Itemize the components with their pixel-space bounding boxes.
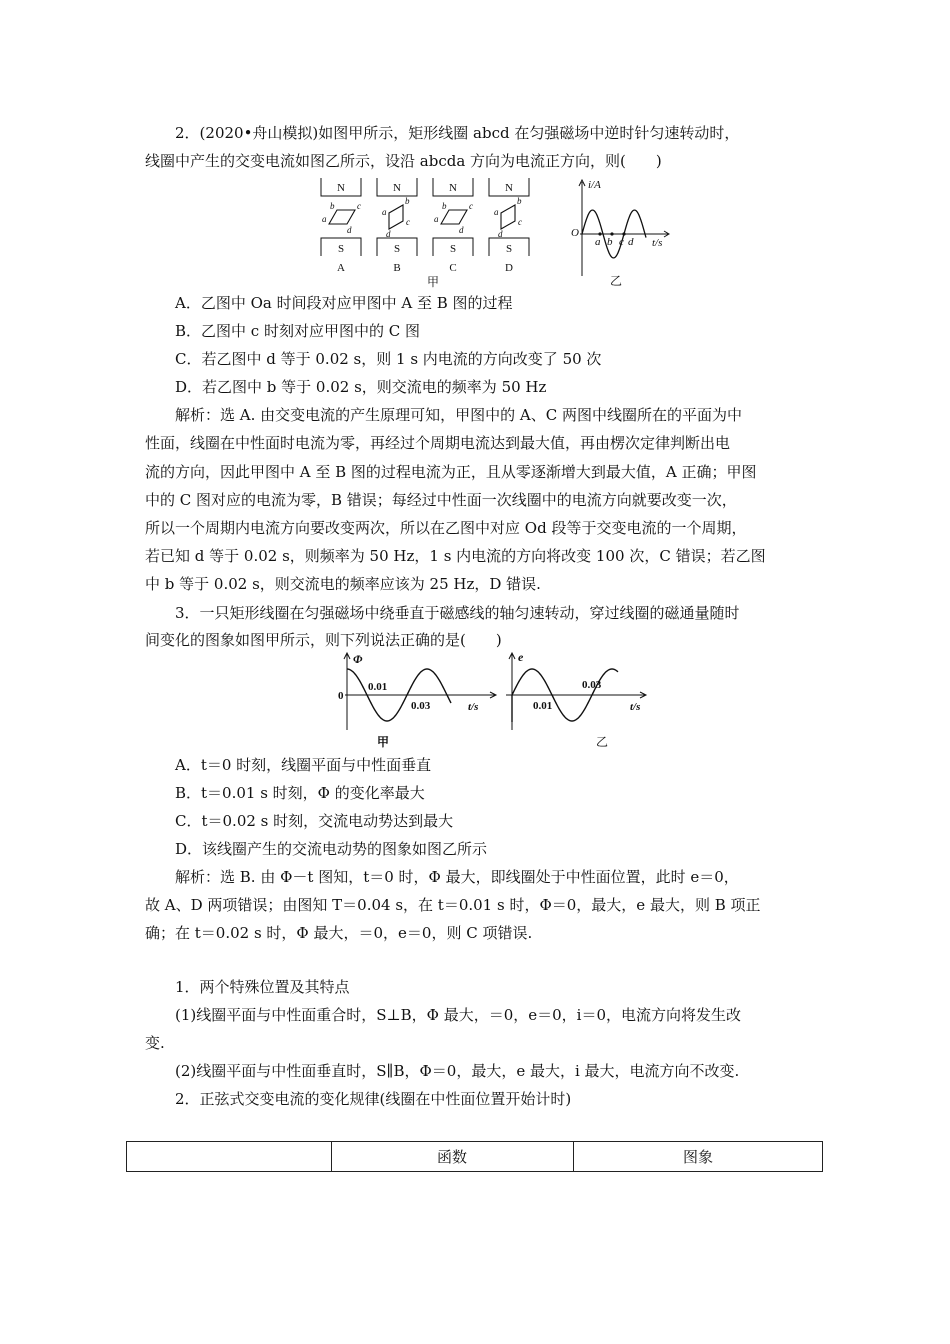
t-axis-label: t/s [630, 701, 641, 713]
corner-label: b [517, 196, 522, 206]
q3-fig-jia-caption: 甲 [377, 735, 390, 749]
q2-fig-jia-caption: 甲 [426, 275, 440, 288]
q3-option-d: D．该线圈产生的交流电动势的图象如图乙所示 [175, 840, 488, 858]
corner-label: b [405, 196, 410, 206]
e-axis-label: e [518, 650, 524, 664]
q2-analysis-line6: 若已知 d 等于 0.02 s，则频率为 50 Hz，1 s 内电流的方向将改变 100 次，C 错误；若乙图 [145, 547, 766, 565]
south-label: S [449, 243, 457, 255]
q2-fig-yi-caption: 乙 [609, 274, 623, 288]
corner-label: a [494, 207, 499, 217]
north-label: N [505, 182, 513, 194]
coil-panel-a [321, 178, 361, 274]
q3-analysis-line3: 确；在 t＝0.02 s 时，Φ 最大，＝0，e＝0，则 C 项错误. [145, 924, 533, 942]
coil-panel-b [377, 178, 417, 274]
corner-label: c [406, 217, 410, 227]
corner-label: a [322, 214, 327, 224]
q2-analysis-line7: 中 b 等于 0.02 s，则交流电的频率应该为 25 Hz，D 错误. [145, 575, 541, 593]
q2-option-c: C．若乙图中 d 等于 0.02 s，则 1 s 内电流的方向改变了 50 次 [175, 350, 602, 368]
label-003: 0.03 [411, 700, 431, 712]
point-b-label: b [607, 236, 613, 248]
function-graph-table [126, 1141, 823, 1172]
q3-fig-yi-caption: 乙 [596, 735, 609, 749]
corner-label: d [498, 229, 503, 239]
corner-label: d [347, 225, 352, 235]
q3-analysis-line2: 故 A、D 两项错误；由图知 T＝0.04 s，在 t＝0.01 s 时，Φ＝0，最大，e 最大，则 B 项正 [145, 896, 761, 914]
summary-item-1a: (1)线圈平面与中性面重合时，S⊥B，Φ 最大，＝0，e＝0，i＝0，电流方向将发生改 [175, 1006, 742, 1024]
q3-figure-yi [500, 650, 650, 750]
point-c-label: c [619, 236, 624, 248]
north-label: N [393, 182, 401, 194]
point-d-label: d [628, 236, 634, 248]
coil-panel-c [433, 178, 473, 274]
north-label: N [337, 182, 345, 194]
corner-label: d [386, 229, 391, 239]
q2-analysis-line4: 中的 C 图对应的电流为零，B 错误；每经过中性面一次线圈中的电流方向就要改变一次， [145, 491, 737, 509]
label-001: 0.01 [368, 681, 388, 693]
north-label: N [449, 182, 457, 194]
i-axis-label: i/A [588, 179, 601, 191]
q2-figure-jia [315, 176, 555, 288]
summary-heading-2: 2．正弦式交变电流的变化规律(线圈在中性面位置开始计时) [175, 1090, 572, 1108]
panel-label: C [449, 262, 457, 274]
t-axis-label: t/s [652, 237, 663, 249]
q2-option-a: A．乙图中 Oa 时间段对应甲图中 A 至 B 图的过程 [175, 294, 513, 312]
coil-frame [389, 205, 403, 229]
q3-stem-line2: 间变化的图象如图甲所示，则下列说法正确的是( ) [145, 631, 502, 649]
phi-axis-label: Φ [353, 652, 363, 666]
q2-stem-line1: 2．(2020•舟山模拟)如图甲所示，矩形线圈 abcd 在匀强磁场中逆时针匀速转动时， [175, 124, 740, 142]
q3-analysis-line1: 解析：选 B. 由 Φ－t 图知，t＝0 时，Φ 最大，即线圈处于中性面位置，此时 e＝0， [175, 868, 739, 886]
q3-stem-line1: 3．一只矩形线圈在匀强磁场中绕垂直于磁感线的轴匀速转动，穿过线圈的磁通量随时 [175, 604, 740, 622]
corner-label: c [518, 217, 522, 227]
panel-label: D [505, 262, 513, 274]
q2-option-b: B．乙图中 c 时刻对应甲图中的 C 图 [175, 322, 420, 340]
panel-label: B [393, 262, 401, 274]
q2-analysis-line2: 性面，线圈在中性面时电流为零，再经过个周期电流达到最大值，再由楞次定律判断出电 [145, 434, 731, 452]
q2-stem-line2: 线圈中产生的交变电流如图乙所示，设沿 abcda 方向为电流正方向，则( ) [145, 152, 662, 170]
label-001: 0.01 [533, 700, 553, 712]
corner-label: d [459, 225, 464, 235]
label-003: 0.03 [582, 679, 602, 691]
q2-analysis-line5: 所以一个周期内电流方向要改变两次，所以在乙图中对应 Od 段等于交变电流的一个周期， [145, 519, 747, 537]
south-label: S [393, 243, 401, 255]
panel-label: A [337, 262, 345, 274]
summary-heading-1: 1．两个特殊位置及其特点 [175, 978, 350, 996]
table-header-graph: 图象 [682, 1148, 713, 1166]
coil-panels [321, 178, 529, 274]
q3-option-a: A．t＝0 时刻，线圈平面与中性面垂直 [175, 756, 432, 774]
table-header-function: 函数 [436, 1148, 467, 1166]
coil-frame [441, 210, 467, 224]
corner-label: a [382, 207, 387, 217]
q2-analysis-line1: 解析：选 A. 由交变电流的产生原理可知，甲图中的 A、C 两图中线圈所在的平面为中 [175, 406, 742, 424]
corner-label: a [434, 214, 439, 224]
origin-label: 0 [338, 690, 344, 702]
q3-option-b: B．t＝0.01 s 时刻，Φ 的变化率最大 [175, 784, 425, 802]
q2-option-d: D．若乙图中 b 等于 0.02 s，则交流电的频率为 50 Hz [175, 378, 547, 396]
q2-analysis-line3: 流的方向，因此甲图中 A 至 B 图的过程电流为正，且从零逐渐增大到最大值，A 正确；甲图 [145, 463, 757, 481]
south-label: S [337, 243, 345, 255]
q3-option-c: C．t＝0.02 s 时刻，交流电动势达到最大 [175, 812, 454, 830]
corner-label: b [442, 201, 447, 211]
t-axis-label: t/s [468, 701, 479, 713]
corner-label: c [357, 201, 361, 211]
south-label: S [505, 243, 513, 255]
q3-figure-jia [335, 650, 500, 750]
coil-panel-d [489, 178, 529, 274]
summary-item-1b: 变. [145, 1034, 165, 1052]
point-a-label: a [595, 236, 601, 248]
corner-label: b [330, 201, 335, 211]
coil-frame [501, 205, 515, 229]
corner-label: c [469, 201, 473, 211]
q2-figure-yi [568, 176, 672, 288]
summary-item-2: (2)线圈平面与中性面垂直时，S∥B，Φ＝0，最大，e 最大，i 最大，电流方向不改变. [175, 1062, 740, 1080]
coil-frame [329, 210, 355, 224]
origin-label: O [571, 227, 579, 239]
